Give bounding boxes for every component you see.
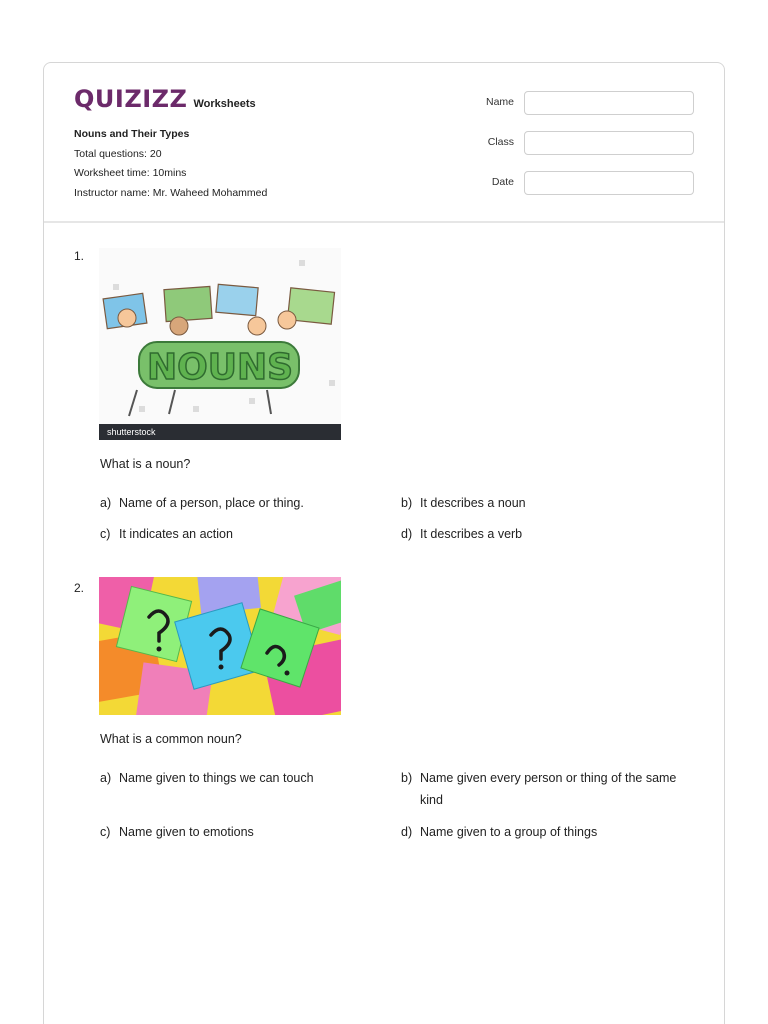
option-letter: d) [401,825,413,839]
shutterstock-watermark: shutterstock [107,427,156,437]
option-letter: b) [401,771,413,785]
question-1-option-d[interactable] [401,523,701,545]
total-questions: Total questions: 20 [74,147,162,160]
option-text: Name of a person, place or thing. [119,496,304,510]
question-1-option-a[interactable] [100,492,390,514]
name-input[interactable] [524,91,694,115]
question-1-option-b[interactable] [401,492,701,514]
question-2-option-a[interactable] [100,767,390,789]
option-letter: d) [401,527,413,541]
option-text: Name given every person or thing of the same kind [420,771,677,807]
date-input[interactable] [524,171,694,195]
sticky-notes-illustration [99,577,341,715]
instructor-name: Instructor name: Mr. Waheed Mohammed [74,186,268,199]
option-text: Name given to things we can touch [119,771,314,785]
option-letter: b) [401,496,413,510]
name-label: Name [485,96,514,108]
question-1-image [99,248,341,440]
image-caption-nouns: NOUNS [146,347,294,388]
option-letter: a) [100,496,112,510]
class-field-row [464,131,694,155]
option-text: It indicates an action [119,527,233,541]
question-1-option-c[interactable] [100,523,390,545]
class-label: Class [487,136,514,148]
question-1-text: What is a noun? [100,457,191,471]
option-letter: c) [100,825,111,839]
worksheet-time: Worksheet time: 10mins [74,167,187,179]
quizizz-logo [74,85,256,113]
option-text: It describes a verb [420,527,523,541]
option-letter: a) [100,771,112,785]
worksheet-title: Nouns and Their Types [74,128,190,140]
date-label: Date [491,176,514,188]
logo-wordmark: QUIZIZZ [74,85,188,113]
shutterstock-watermark-bar [99,424,341,440]
name-field-row [464,91,694,115]
question-2-option-c[interactable] [100,821,390,843]
worksheet-meta [74,125,267,203]
option-text: Name given to a group of things [420,825,598,839]
worksheet-header [44,63,724,223]
question-2-number: 2. [74,581,85,595]
question-2-option-d[interactable] [401,821,696,843]
nouns-illustration [99,248,341,440]
question-2-text: What is a common noun? [100,732,242,746]
worksheet-card [43,62,725,1024]
class-input[interactable] [524,131,694,155]
option-text: Name given to emotions [119,825,254,839]
option-letter: c) [100,527,111,541]
date-field-row [464,171,694,195]
option-text: It describes a noun [420,496,526,510]
logo-subtitle: Worksheets [193,98,256,110]
question-1-number: 1. [74,249,85,263]
question-2-option-b[interactable] [401,767,696,811]
question-2-image [99,577,341,715]
